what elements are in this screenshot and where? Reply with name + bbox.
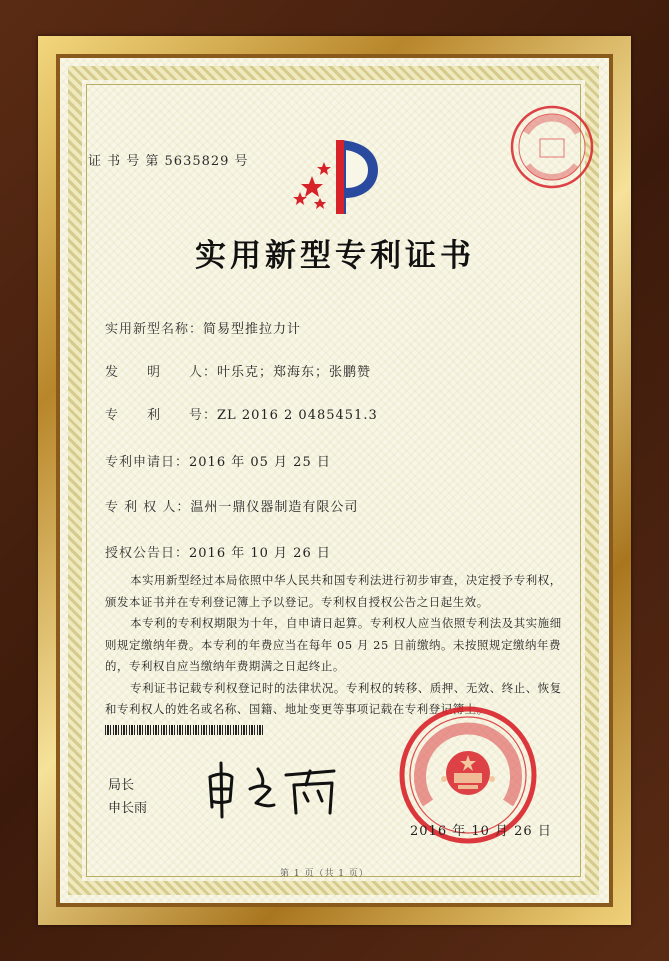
- director-name: 申长雨: [108, 801, 148, 816]
- field-label: 专 利 权 人：: [105, 500, 191, 515]
- field-patentee: [105, 496, 358, 515]
- field-label: 实用新型名称：: [105, 322, 204, 337]
- field-grant-date: [105, 542, 331, 561]
- seal-date: 2016 年 10 月 26 日: [410, 824, 552, 839]
- certificate-body-text: [105, 570, 570, 721]
- field-value: ZL 2016 2 0485451.3: [217, 408, 378, 423]
- field-label: 专利申请日：: [105, 455, 190, 470]
- body-paragraph: 专利证书记载专利权登记时的法律状况。专利权的转移、质押、无效、终止、恢复和专利权人的姓名或名称、国籍、地址变更等事项记载在专利登记簿上。: [105, 680, 562, 716]
- director-signature: [200, 755, 350, 820]
- barcode: [105, 725, 265, 735]
- field-filing-date: [105, 451, 331, 470]
- certificate-number: 证 书 号 第 5635829 号: [88, 154, 249, 169]
- small-red-seal: [508, 103, 596, 191]
- director-title: 局长: [108, 778, 135, 793]
- body-paragraph: 本专利的专利权期限为十年，自申请日起算。专利权人应当依照专利法及其实施细则规定缴纳年费。本专利的年费应当在每年 05 月 25 日前缴纳。未按照规定缴纳年费的，专利权自应当缴纳年费期满之日起终止。: [105, 616, 562, 673]
- field-label: 发 明 人：: [105, 365, 218, 380]
- field-inventor: [105, 361, 371, 380]
- field-value: 温州一鼎仪器制造有限公司: [190, 500, 359, 515]
- body-paragraph: 本实用新型经过本局依照中华人民共和国专利法进行初步审查，决定授予专利权，颁发本证书并在专利登记簿上予以登记。专利权自授权公告之日起生效。: [105, 573, 562, 609]
- field-label: 专 利 号：: [105, 408, 218, 423]
- field-value: 2016 年 10 月 26 日: [189, 546, 331, 561]
- field-patent-number: [105, 404, 378, 423]
- field-utility-model-name: [105, 318, 301, 337]
- page-number: 第 1 页（共 1 页）: [280, 869, 369, 879]
- field-value: 叶乐克；郑海东；张鹏赞: [217, 365, 372, 380]
- field-value: 2016 年 05 月 25 日: [189, 455, 331, 470]
- patent-office-logo-icon: [292, 136, 388, 216]
- certificate-title: 实用新型专利证书: [195, 238, 475, 274]
- field-value: 简易型推拉力计: [203, 322, 302, 337]
- field-label: 授权公告日：: [105, 546, 190, 561]
